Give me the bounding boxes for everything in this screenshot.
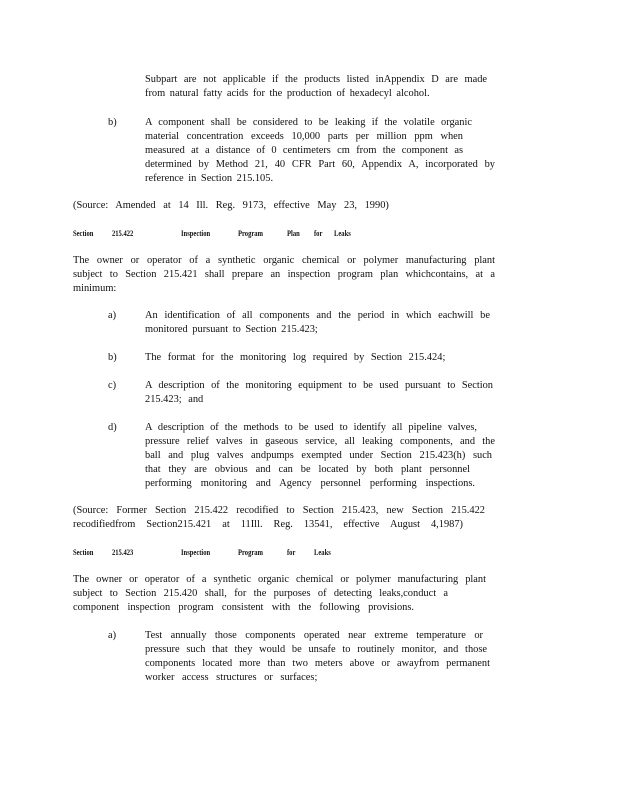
heading-word: Leaks: [334, 229, 351, 238]
item-b-leak-definition: [145, 116, 495, 186]
text-line: The format for the monitoring log required by Section 215.424;: [145, 352, 446, 363]
text-line: An identification of all components and the period in which eachwill be: [145, 310, 490, 321]
text-line: from natural fatty acids for the production of hexadecyl alcohol.: [145, 88, 430, 99]
heading-word: Section: [73, 548, 94, 557]
text-line: reference in Section 215.105.: [145, 173, 274, 184]
item-label: a): [108, 310, 117, 321]
text-line: The owner or operator of a synthetic organic chemical or polymer manufacturing plant: [73, 574, 486, 585]
text-line: component inspection program consistent with the following provisions.: [73, 602, 414, 613]
heading-word: Plan: [287, 229, 300, 238]
text-line: worker access structures or surfaces;: [145, 672, 318, 683]
heading-word: Program: [238, 548, 264, 557]
heading-word: for: [314, 229, 323, 238]
heading-word: Inspection: [181, 548, 211, 557]
text-line: A description of the methods to be used to identify all pipeline valves,: [145, 422, 477, 433]
heading-section-id: 215.423: [112, 548, 134, 557]
text-line: determined by Method 21, 40 CFR Part 60, Appendix A, incorporated by: [145, 159, 495, 170]
section-422-item-a: [145, 309, 490, 337]
section-422-source-note: [73, 504, 485, 532]
text-line: Subpart are not applicable if the products listed inAppendix D are made: [145, 74, 487, 85]
item-label: b): [108, 117, 117, 128]
item-label: b): [108, 352, 117, 363]
text-line: monitored pursuant to Section 215.423;: [145, 324, 318, 335]
section-422-item-d: [145, 421, 495, 491]
text-line: 215.423; and: [145, 394, 204, 405]
text-line: subject to Section 215.420 shall, for the purposes of detecting leaks,conduct a: [73, 588, 448, 599]
text-line: performing monitoring and Agency personnel performing inspections.: [145, 478, 475, 489]
text-line: A component shall be considered to be leaking if the volatile organic: [145, 117, 472, 128]
section-422-item-c: [145, 379, 493, 407]
heading-word: Program: [238, 229, 264, 238]
text-line: minimum:: [73, 283, 117, 294]
text-line: (Source: Amended at 14 Ill. Reg. 9173, effective May 23, 1990): [73, 200, 389, 211]
text-line: components located more than two meters above or awayfrom permanent: [145, 658, 490, 669]
section-423-intro: [73, 573, 486, 615]
item-label: d): [108, 422, 117, 433]
text-line: recodifiedfrom Section215.421 at 11Ill. Reg. 13541, effective August 4,1987): [73, 519, 463, 530]
section-422-intro: [73, 254, 495, 296]
item-label: a): [108, 630, 117, 641]
source-note: [73, 199, 389, 213]
section-heading-215-423: [73, 548, 373, 558]
text-line: pressure such that they would be unsafe to routinely monitor, and those: [145, 644, 487, 655]
heading-section-id: 215.422: [112, 229, 134, 238]
text-line: A description of the monitoring equipment to be used pursuant to Section: [145, 380, 493, 391]
heading-word: Leaks: [314, 548, 331, 557]
text-line: The owner or operator of a synthetic organic chemical or polymer manufacturing plant: [73, 255, 495, 266]
heading-word: Inspection: [181, 229, 211, 238]
text-line: pressure relief valves in gaseous service, all leaking components, and the: [145, 436, 495, 447]
heading-word: Section: [73, 229, 94, 238]
item-label: c): [108, 380, 117, 391]
text-line: ball and plug valves andpumps exempted under Section 215.423(h) such: [145, 450, 492, 461]
text-line: that they are obvious and can be located by both plant personnel: [145, 464, 470, 475]
section-422-item-b: [145, 351, 445, 365]
paragraph-a-continuation: [145, 73, 487, 101]
text-line: Test annually those components operated near extreme temperature or: [145, 630, 483, 641]
heading-word: for: [287, 548, 296, 557]
text-line: (Source: Former Section 215.422 recodified to Section 215.423, new Section 215.422: [73, 505, 485, 516]
text-line: measured at a distance of 0 centimeters cm from the component as: [145, 145, 463, 156]
text-line: subject to Section 215.421 shall prepare an inspection program plan whichcontains, at a: [73, 269, 495, 280]
section-423-item-a: [145, 629, 490, 685]
text-line: material concentration exceeds 10,000 parts per million ppm when: [145, 131, 463, 142]
section-heading-215-422: [73, 229, 373, 239]
